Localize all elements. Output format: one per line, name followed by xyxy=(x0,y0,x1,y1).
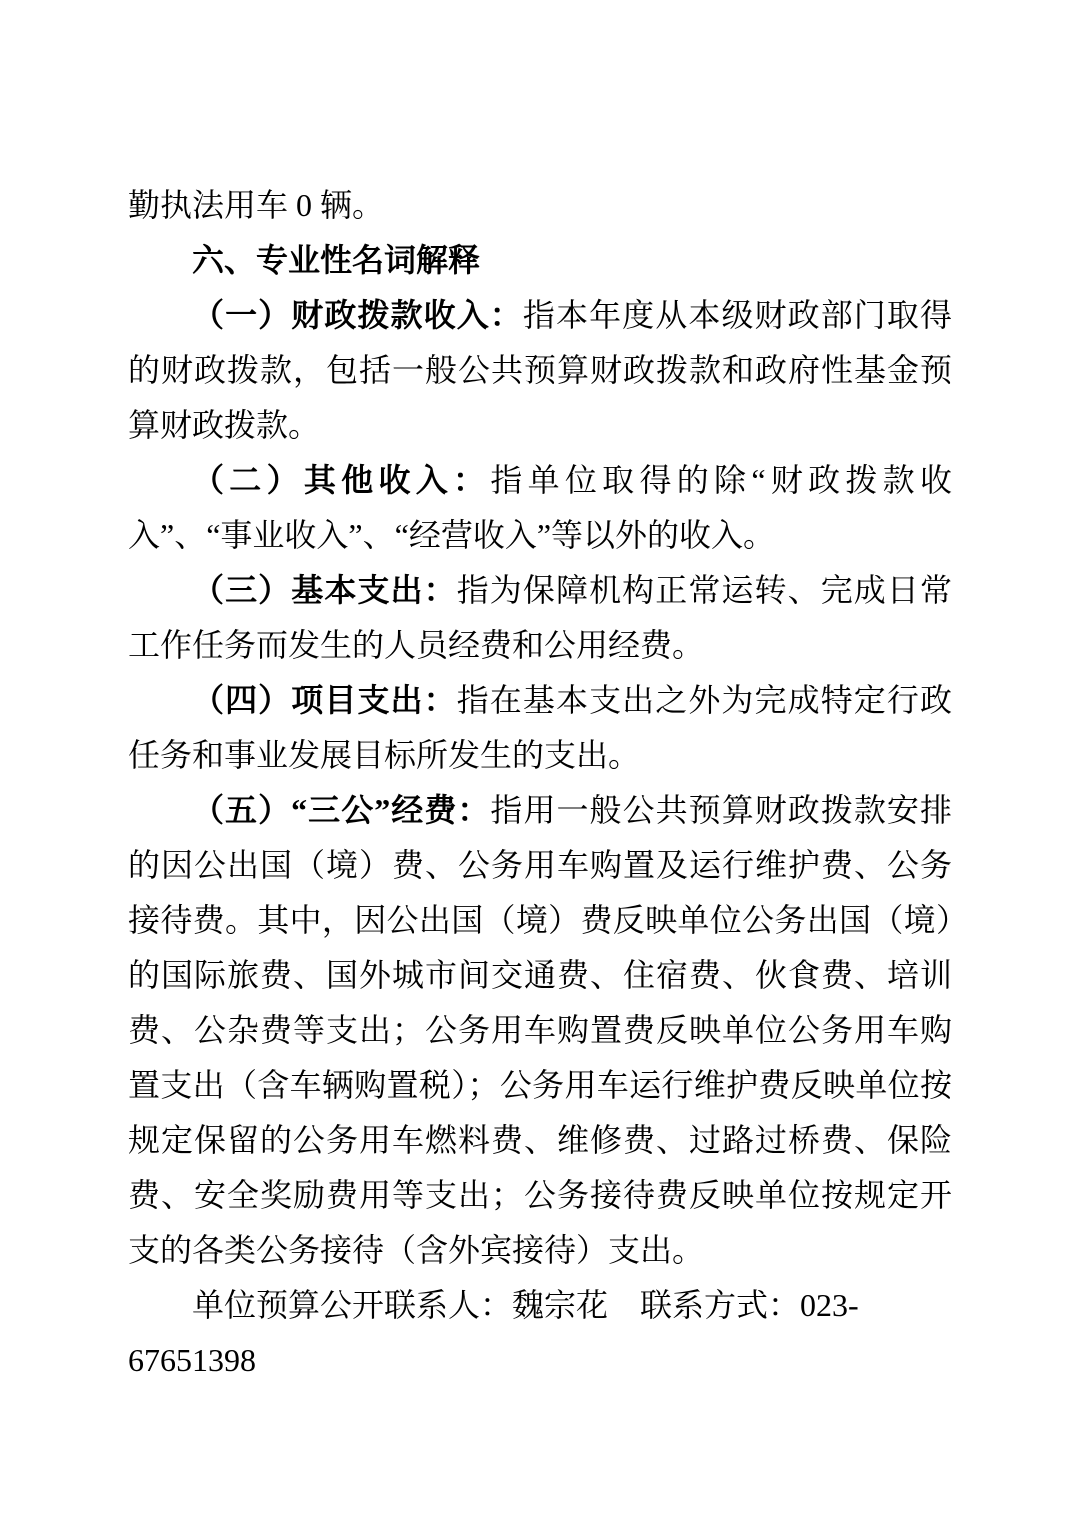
paragraph xyxy=(128,783,952,1278)
paragraph xyxy=(128,453,952,563)
paragraph-body: 指为保障机构正常运转、完成日常工作任务而发生的人员经费和公用经费。 xyxy=(128,572,952,663)
paragraph-lead: （四）项目支出： xyxy=(192,682,457,718)
paragraph xyxy=(128,288,952,453)
paragraph-lead: （二）其他收入： xyxy=(192,462,491,498)
paragraph-body: 指本年度从本级财政部门取得的财政拨款，包括一般公共预算财政拨款和政府性基金预算财政拨款。 xyxy=(128,297,952,443)
paragraph-lead: （三）基本支出： xyxy=(192,572,457,608)
paragraph xyxy=(128,563,952,673)
section-heading: 六、专业性名词解释 xyxy=(192,242,481,278)
paragraph-lead: （五）“三公”经费： xyxy=(192,792,491,828)
paragraph-lead: （一）财政拨款收入： xyxy=(192,297,523,333)
body-text xyxy=(128,178,952,1388)
intro-line: 勤执法用车 0 辆。 xyxy=(128,187,385,223)
paragraph-body: 指在基本支出之外为完成特定行政任务和事业发展目标所发生的支出。 xyxy=(128,682,952,773)
contact-line: 单位预算公开联系人：魏宗花 联系方式：023-67651398 xyxy=(128,1287,859,1378)
paragraph-body: 指单位取得的除“财政拨款收入”、“事业收入”、“经营收入”等以外的收入。 xyxy=(128,462,952,553)
paragraph-body: 指用一般公共预算财政拨款安排的因公出国（境）费、公务用车购置及运行维护费、公务接待费。其中，因公出国（境）费反映单位公务出国（境）的国际旅费、国外城市间交通费、住宿费、伙食费、培训费、公杂费等支出；公务用车购置费反映单位公务用车购置支出（含车辆购置税）；公务用车运行维护费反映单位按规定保留的公务用车燃料费、维修费、过路过桥费、保险费、安全奖励费用等支出；公务接待费反映单位按规定开支的各类公务接待（含外宾接待）支出。 xyxy=(128,792,952,1268)
paragraph xyxy=(128,673,952,783)
